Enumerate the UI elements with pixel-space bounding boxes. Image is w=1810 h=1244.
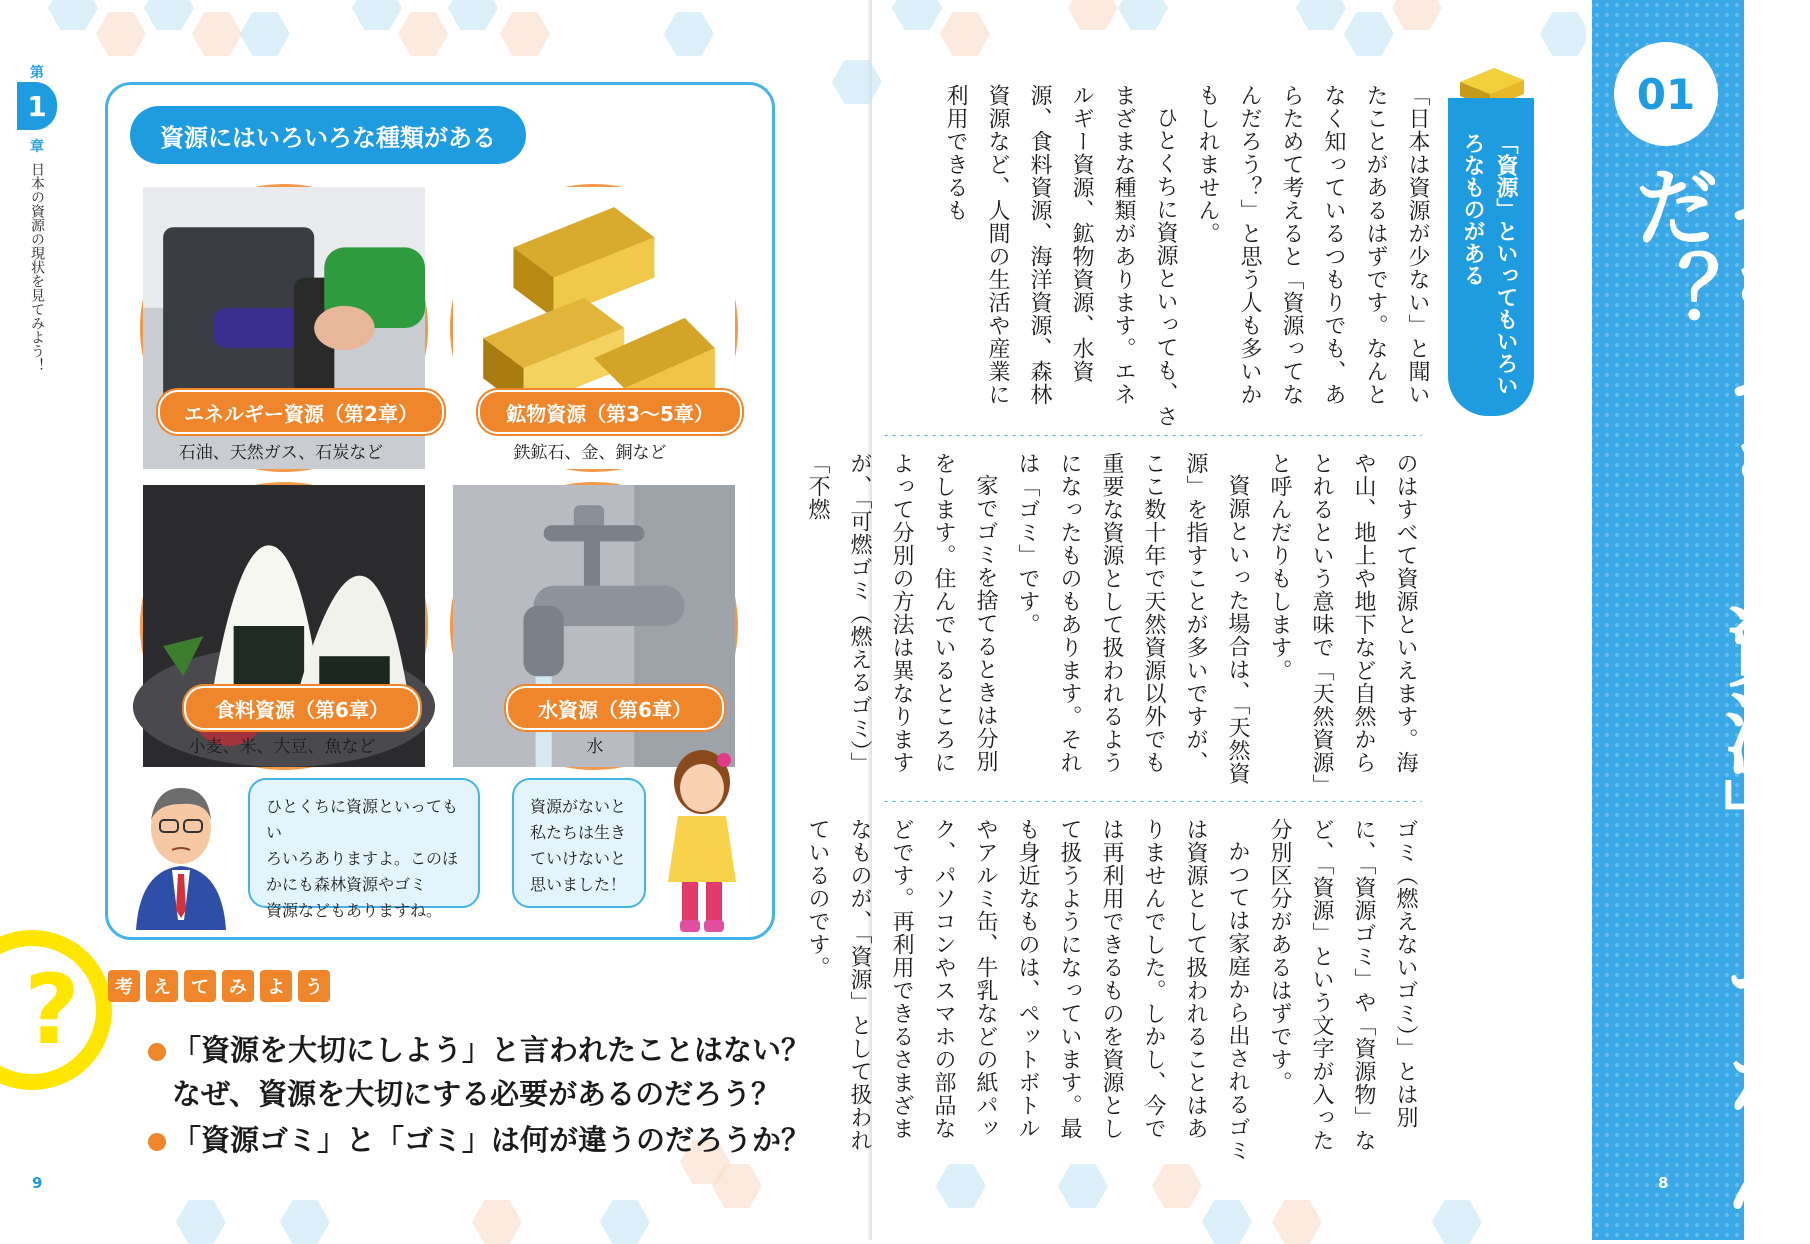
businessman-illustration (126, 770, 236, 930)
hex-decoration (192, 12, 242, 56)
man-speech-bubble (248, 778, 480, 920)
section-number: 01 (1614, 42, 1718, 146)
body-text-middle (805, 452, 1426, 790)
man-bubble-line: ひとくちに資源といってもい (266, 797, 459, 842)
left-page (0, 0, 872, 1240)
right-page (805, 0, 1810, 1240)
question-mark-icon (0, 930, 112, 1090)
girl-bubble-line: ていけないと (530, 849, 627, 868)
question-text: 「資源ゴミ」と「ゴミ」は何が違うのだろうか？ (172, 1123, 811, 1157)
hex-decoration (600, 1200, 650, 1244)
man-bubble-line: かにも森林資源やゴミ (266, 875, 427, 894)
bullet-icon (148, 1133, 166, 1151)
question-item (148, 1118, 810, 1159)
hex-decoration (1344, 12, 1394, 56)
girl-speech-bubble (512, 778, 646, 908)
page-number: 9 (32, 1174, 43, 1192)
question-item (172, 1072, 780, 1113)
body-paragraph: かつては家庭から出されるゴミは資源として扱われることはありませんでした。しかし、今では再利用できるものを資源として扱うようになっています。最も身近なものは、ペットボトルやアルミ缶、牛乳などの紙パック、パソコンやスマホの部品などです。再利用できるさまざまなものが、「資源」として扱われているのです。 (805, 818, 1250, 1162)
body-paragraph: 資源といった場合は、「天然資源」を指すことが多いですが、ここ数十年で天然資源以外でも重要な資源として扱われるようになったものもあります。それは「ゴミ」です。 (1015, 452, 1250, 785)
man-bubble-line: ろいろありますよ。このほ (266, 849, 459, 868)
think-heading-char: よ (260, 970, 292, 1002)
chapter-number: 1 (17, 82, 57, 130)
hex-decoration (940, 12, 990, 56)
dotted-divider (882, 434, 1422, 437)
hex-decoration (936, 1164, 986, 1208)
question-text: 「資源を大切にしよう」と言われたことはない？ (172, 1033, 811, 1067)
question-item (148, 1028, 810, 1069)
hex-decoration (96, 12, 146, 56)
girl-bubble-line: 思いました！ (530, 875, 627, 894)
mineral-resource-label: 鉱物資源（第3〜5章） (478, 390, 742, 434)
chapter-prefix: 第 (30, 65, 44, 81)
subhead-text: 「資源」といってもいろいろなものがある (1460, 132, 1518, 396)
hex-decoration (1202, 1200, 1252, 1244)
hex-decoration (664, 12, 714, 56)
mineral-resource-examples: 鉄鉱石、金、銅など (513, 443, 667, 463)
hex-decoration (1432, 1200, 1482, 1244)
page-number: 8 (1658, 1174, 1669, 1192)
man-bubble-line: 資源などもありますね。 (266, 901, 443, 920)
hex-decoration (1272, 1200, 1322, 1244)
question-mark-glyph: ? (24, 954, 80, 1066)
hex-decoration (144, 0, 194, 30)
girl-bubble-line: 資源がないと (530, 797, 627, 816)
hex-decoration (472, 1200, 522, 1244)
hex-decoration (176, 1200, 226, 1244)
scalloped-edge (1586, 0, 1598, 1240)
dotted-divider (882, 800, 1422, 803)
hex-decoration (352, 0, 402, 30)
hex-decoration (892, 0, 942, 30)
girl-bubble-line: 私たちは生き (530, 823, 627, 842)
page-title: そもそも「資源」ってなんだ？ (1619, 162, 1810, 1218)
bullet-icon (148, 1043, 166, 1061)
hex-decoration (1540, 12, 1590, 56)
think-heading-char: 考 (108, 970, 140, 1002)
think-heading-char: え (146, 970, 178, 1002)
hex-decoration (1296, 0, 1346, 30)
box-title: 資源にはいろいろな種類がある (130, 106, 526, 164)
body-paragraph: ひとくちに資源といっても、さまざまな種類があります。エネルギー資源、鉱物資源、水資源、食料資源、海洋資源、森林資源など、人間の生活や産業に利用できるも (943, 84, 1178, 428)
question-text: なぜ、資源を大切にする必要があるのだろう？ (172, 1077, 781, 1111)
think-heading-char: み (222, 970, 254, 1002)
body-paragraph: ゴミ（燃えないゴミ）」とは別に、「資源ゴミ」や「資源物」など、「資源」という文字が入った分別区分があるはずです。 (1267, 818, 1418, 1152)
water-resource-examples: 水 (586, 737, 604, 757)
hex-decoration (48, 0, 98, 30)
body-text-lower (805, 818, 1426, 1162)
think-heading-char: て (184, 970, 216, 1002)
girl-illustration (660, 742, 744, 936)
body-paragraph: 「日本は資源が少ない」と聞いたことがあるはずです。なんとなく知っているつもりでも、あらためて考えると「資源ってなんだろう？」と思う人も多いかもしれません。 (1195, 84, 1430, 406)
hex-decoration (1068, 0, 1118, 30)
section-subhead (1448, 98, 1534, 416)
hex-decoration (398, 12, 448, 56)
hex-decoration (280, 1200, 330, 1244)
food-resource-examples: 小麦、米、大豆、魚など (188, 737, 376, 757)
think-heading (108, 970, 330, 1002)
think-heading-char: う (298, 970, 330, 1002)
hex-decoration (1152, 1164, 1202, 1208)
chapter-suffix: 章 (30, 139, 44, 155)
food-resource-label: 食料資源（第6章） (184, 686, 420, 730)
hex-decoration (1118, 0, 1168, 30)
hex-decoration (448, 0, 498, 30)
body-text-upper (882, 84, 1438, 428)
energy-resource-examples: 石油、天然ガス、石炭など (178, 443, 384, 463)
energy-resource-label: エネルギー資源（第2章） (158, 390, 444, 434)
body-paragraph: のはすべて資源といえます。海や山、地上や地下など自然からとれるという意味で「天然資源」と呼んだりもします。 (1267, 452, 1418, 786)
hex-decoration (1392, 0, 1442, 30)
body-paragraph: 家でゴミを捨てるときは分別をします。住んでいるところによって分別の方法は異なりますが、「可燃ゴミ（燃えるゴミ）」「不燃 (805, 452, 998, 775)
chapter-tab (20, 62, 54, 372)
water-resource-label: 水資源（第6章） (506, 686, 724, 730)
hex-decoration (1058, 1164, 1108, 1208)
hex-decoration (500, 12, 550, 56)
title-band (1592, 0, 1810, 1240)
hex-decoration (240, 12, 290, 56)
chapter-subtitle: 日本の資源の現状を見てみよう！ (29, 162, 45, 372)
